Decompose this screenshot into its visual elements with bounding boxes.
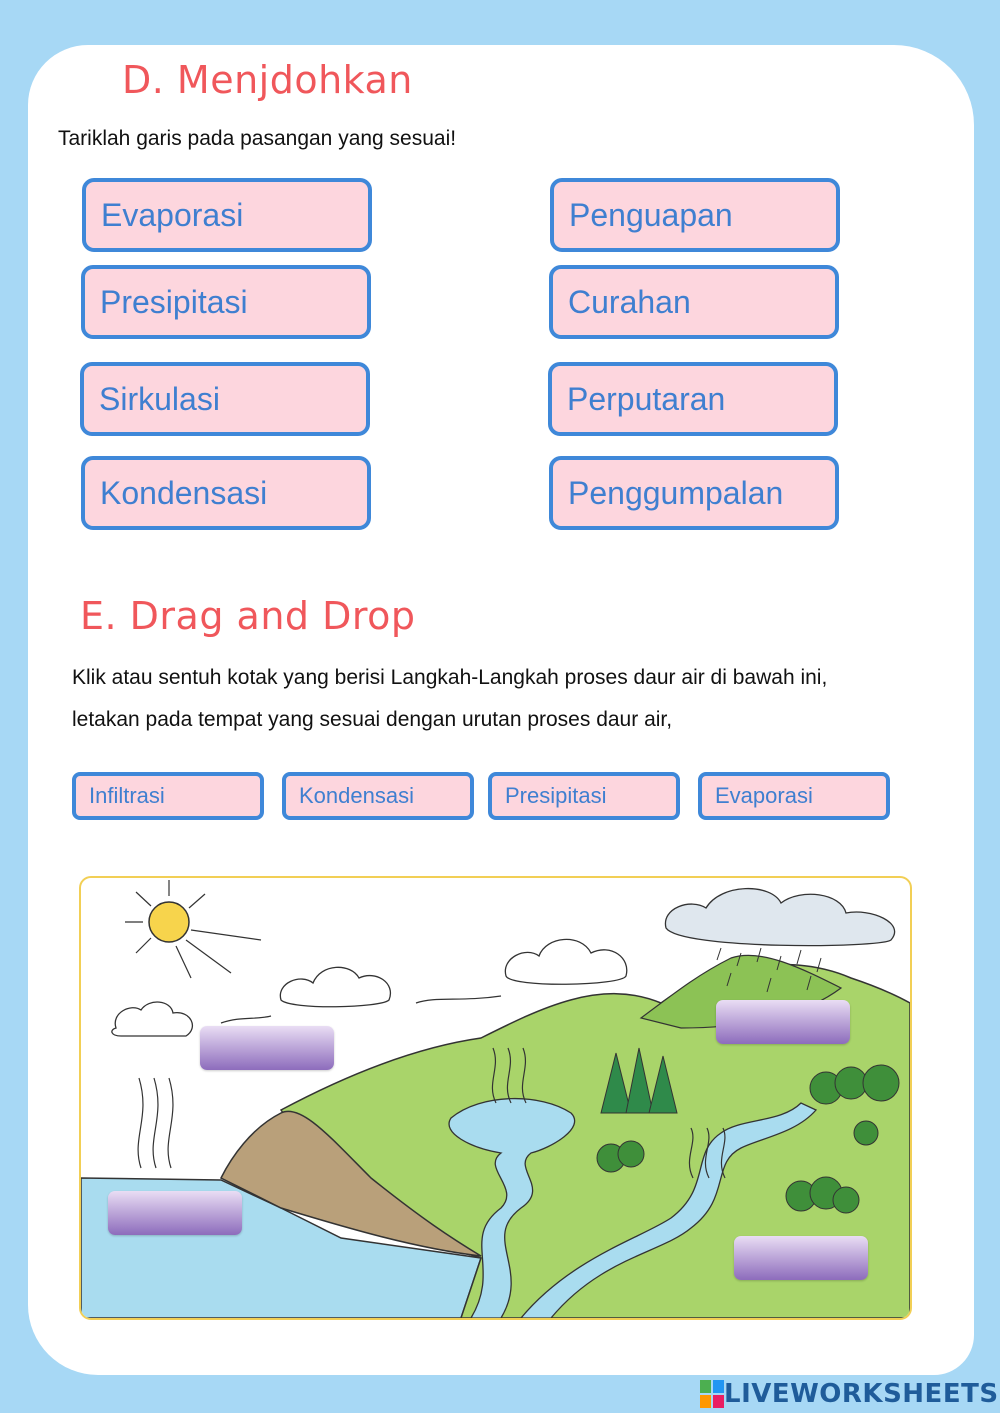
drag-item-kondensasi[interactable]: Kondensasi xyxy=(282,772,474,820)
drop-slot-1[interactable] xyxy=(200,1026,334,1070)
match-right-penggumpalan[interactable]: Penggumpalan xyxy=(549,456,839,530)
drag-item-infiltrasi[interactable]: Infiltrasi xyxy=(72,772,264,820)
drag-item-presipitasi[interactable]: Presipitasi xyxy=(488,772,680,820)
match-right-perputaran[interactable]: Perputaran xyxy=(548,362,838,436)
section-d-title: D. Menjdohkan xyxy=(122,58,413,102)
match-right-curahan[interactable]: Curahan xyxy=(549,265,839,339)
liveworksheets-logo xyxy=(700,1378,999,1410)
drag-item-evaporasi[interactable]: Evaporasi xyxy=(698,772,890,820)
section-e-instruction-line-1: Klik atau sentuh kotak yang berisi Langkah-Langkah proses daur air di bawah ini, xyxy=(72,666,828,689)
match-left-kondensasi[interactable]: Kondensasi xyxy=(81,456,371,530)
section-d-instruction: Tariklah garis pada pasangan yang sesuai! xyxy=(58,127,457,150)
match-left-sirkulasi[interactable]: Sirkulasi xyxy=(80,362,370,436)
sun-icon xyxy=(149,902,189,942)
match-left-presipitasi[interactable]: Presipitasi xyxy=(81,265,371,339)
drop-slot-4[interactable] xyxy=(734,1236,868,1280)
drop-slot-3[interactable] xyxy=(108,1191,242,1235)
section-e-instruction-line-2: letakan pada tempat yang sesuai dengan urutan proses daur air, xyxy=(72,708,673,731)
logo-blocks-icon xyxy=(700,1380,724,1408)
match-left-evaporasi[interactable]: Evaporasi xyxy=(82,178,372,252)
sun-rays xyxy=(125,880,261,978)
logo-text: LIVEWORKSHEETS xyxy=(724,1379,999,1409)
rain-cloud-icon xyxy=(665,889,894,946)
drop-slot-2[interactable] xyxy=(716,1000,850,1044)
section-e-title: E. Drag and Drop xyxy=(80,594,416,638)
match-right-penguapan[interactable]: Penguapan xyxy=(550,178,840,252)
water-cycle-illustration xyxy=(79,876,912,1320)
